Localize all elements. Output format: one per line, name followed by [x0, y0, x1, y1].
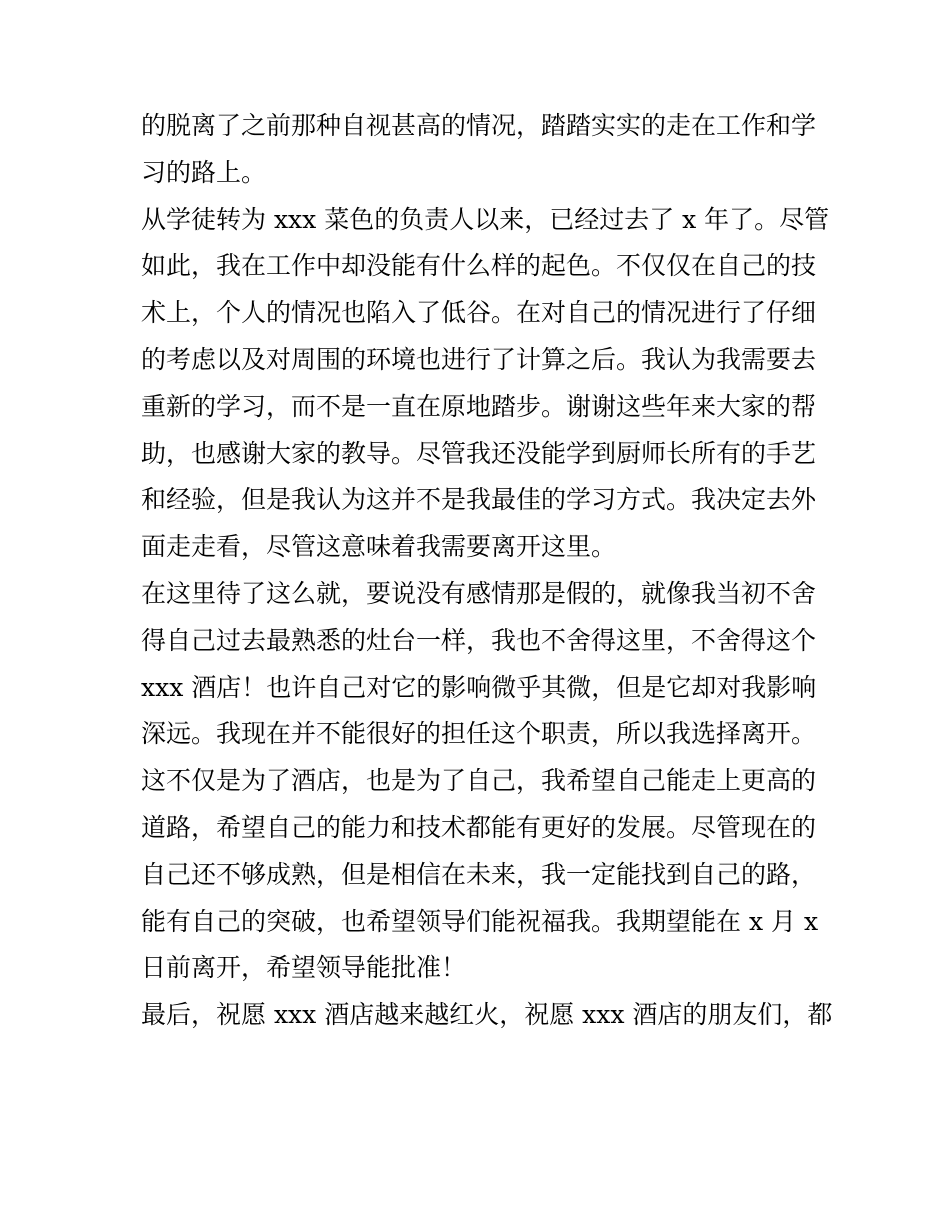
- text-line: 在这里待了这么就，要说没有感情那是假的，就像我当初不舍: [141, 578, 817, 608]
- text-line: 这不仅是为了酒店，也是为了自己，我希望自己能走上更高的: [141, 766, 817, 796]
- resignation-letter-body: [141, 103, 833, 1039]
- text-line: 得自己过去最熟悉的灶台一样，我也不舍得这里，不舍得这个: [141, 625, 817, 655]
- text-line: 助，也感谢大家的教导。尽管我还没能学到厨师长所有的手艺: [141, 438, 817, 468]
- text-line: 术上，个人的情况也陷入了低谷。在对自己的情况进行了仔细: [141, 298, 817, 328]
- text-line: 面走走看，尽管这意味着我需要离开这里。: [141, 532, 617, 562]
- text-line: 能有自己的突破，也希望领导们能祝福我。我期望能在 x 月 x: [141, 906, 819, 936]
- text-line: 的考虑以及对周围的环境也进行了计算之后。我认为我需要去: [141, 344, 817, 374]
- text-line: 道路，希望自己的能力和技术都能有更好的发展。尽管现在的: [141, 812, 817, 842]
- text-line: 日前离开，希望领导能批准！: [141, 953, 467, 983]
- text-line: 深远。我现在并不能很好的担任这个职责，所以我选择离开。: [141, 719, 817, 749]
- text-line: 自己还不够成熟，但是相信在未来，我一定能找到自己的路，: [141, 859, 817, 889]
- text-line: 最后，祝愿 xxx 酒店越来越红火，祝愿 xxx 酒店的朋友们，都: [141, 1000, 833, 1030]
- text-line: 从学徒转为 xxx 菜色的负责人以来，已经过去了 x 年了。尽管: [141, 204, 830, 234]
- text-line: 如此，我在工作中却没能有什么样的起色。不仅仅在自己的技: [141, 251, 817, 281]
- text-line: 习的路上。: [141, 157, 267, 187]
- text-line: xxx 酒店！也许自己对它的影响微乎其微，但是它却对我影响: [141, 672, 817, 702]
- text-line: 和经验，但是我认为这并不是我最佳的学习方式。我决定去外: [141, 485, 817, 515]
- text-line: 重新的学习，而不是一直在原地踏步。谢谢这些年来大家的帮: [141, 391, 817, 421]
- text-line: 的脱离了之前那种自视甚高的情况，踏踏实实的走在工作和学: [141, 111, 817, 140]
